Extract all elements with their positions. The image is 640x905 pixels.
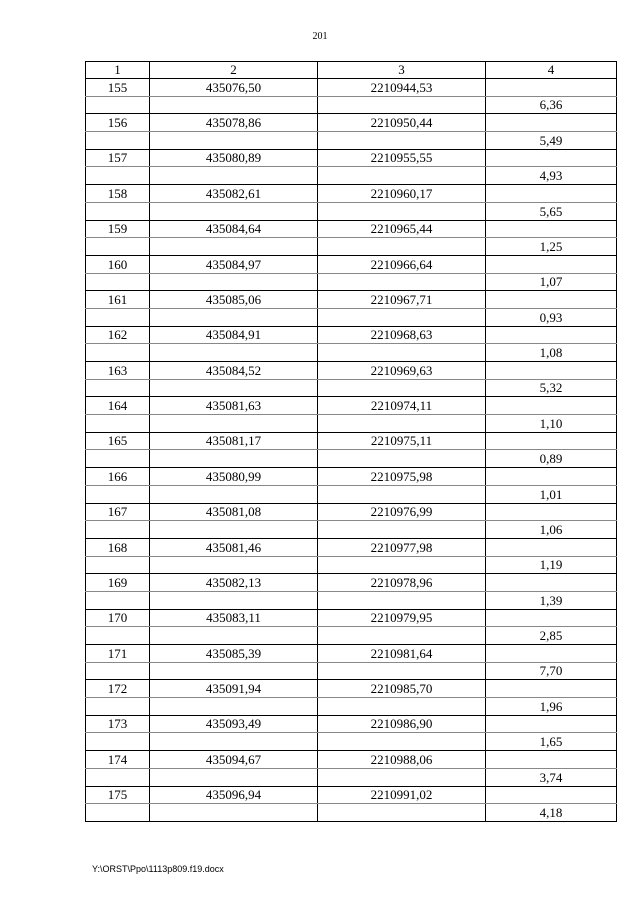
empty-cell (150, 768, 318, 786)
distance-cell: 1,01 (486, 485, 617, 503)
point-number-cell: 158 (86, 185, 150, 203)
empty-cell (86, 202, 150, 220)
empty-cell (86, 96, 150, 114)
point-number-cell: 162 (86, 326, 150, 344)
empty-cell (150, 450, 318, 468)
empty-cell (150, 521, 318, 539)
y-coordinate-cell: 2210978,96 (318, 574, 486, 592)
empty-cell (150, 238, 318, 256)
empty-cell (86, 698, 150, 716)
point-number-cell: 164 (86, 397, 150, 415)
x-coordinate-cell: 435085,39 (150, 645, 318, 663)
table-row (86, 450, 617, 468)
distance-cell: 2,85 (486, 627, 617, 645)
table-row (86, 733, 617, 751)
point-number-cell: 172 (86, 680, 150, 698)
empty-cell (150, 804, 318, 822)
table-row (86, 185, 617, 203)
x-coordinate-cell: 435093,49 (150, 715, 318, 733)
x-coordinate-cell: 435084,64 (150, 220, 318, 238)
empty-cell (150, 415, 318, 433)
empty-cell (486, 645, 617, 663)
y-coordinate-cell: 2210988,06 (318, 751, 486, 769)
table-row (86, 167, 617, 185)
x-coordinate-cell: 435082,61 (150, 185, 318, 203)
x-coordinate-cell: 435078,86 (150, 114, 318, 132)
point-number-cell: 170 (86, 609, 150, 627)
point-number-cell: 171 (86, 645, 150, 663)
point-number-cell: 163 (86, 362, 150, 380)
table-row (86, 273, 617, 291)
empty-cell (486, 751, 617, 769)
x-coordinate-cell: 435076,50 (150, 79, 318, 97)
distance-cell: 3,74 (486, 768, 617, 786)
x-coordinate-cell: 435082,13 (150, 574, 318, 592)
table-row (86, 468, 617, 486)
table-row (86, 627, 617, 645)
distance-cell: 6,36 (486, 96, 617, 114)
empty-cell (318, 521, 486, 539)
table-row (86, 662, 617, 680)
x-coordinate-cell: 435096,94 (150, 786, 318, 804)
table-row (86, 574, 617, 592)
distance-cell: 1,39 (486, 591, 617, 609)
table-row (86, 698, 617, 716)
y-coordinate-cell: 2210977,98 (318, 538, 486, 556)
y-coordinate-cell: 2210944,53 (318, 79, 486, 97)
empty-cell (318, 202, 486, 220)
distance-cell: 7,70 (486, 662, 617, 680)
empty-cell (318, 627, 486, 645)
empty-cell (486, 362, 617, 380)
empty-cell (86, 379, 150, 397)
empty-cell (86, 308, 150, 326)
y-coordinate-cell: 2210968,63 (318, 326, 486, 344)
y-coordinate-cell: 2210950,44 (318, 114, 486, 132)
x-coordinate-cell: 435080,89 (150, 149, 318, 167)
y-coordinate-cell: 2210969,63 (318, 362, 486, 380)
empty-cell (486, 574, 617, 592)
table-row (86, 362, 617, 380)
distance-cell: 1,25 (486, 238, 617, 256)
footer-file-path: Y:\ORST\Ppo\1113p809.f19.docx (92, 864, 224, 874)
empty-cell (318, 768, 486, 786)
distance-cell: 1,96 (486, 698, 617, 716)
empty-cell (86, 556, 150, 574)
y-coordinate-cell: 2210966,64 (318, 255, 486, 273)
distance-cell: 5,65 (486, 202, 617, 220)
x-coordinate-cell: 435084,91 (150, 326, 318, 344)
distance-cell: 0,89 (486, 450, 617, 468)
y-coordinate-cell: 2210991,02 (318, 786, 486, 804)
x-coordinate-cell: 435091,94 (150, 680, 318, 698)
table-row (86, 521, 617, 539)
empty-cell (318, 344, 486, 362)
empty-cell (318, 96, 486, 114)
empty-cell (318, 662, 486, 680)
y-coordinate-cell: 2210965,44 (318, 220, 486, 238)
x-coordinate-cell: 435080,99 (150, 468, 318, 486)
empty-cell (86, 733, 150, 751)
y-coordinate-cell: 2210975,11 (318, 432, 486, 450)
table-row (86, 556, 617, 574)
table-row (86, 591, 617, 609)
distance-cell: 1,08 (486, 344, 617, 362)
empty-cell (318, 167, 486, 185)
empty-cell (486, 786, 617, 804)
empty-cell (150, 167, 318, 185)
table-row (86, 132, 617, 150)
distance-cell: 0,93 (486, 308, 617, 326)
column-header-3: 3 (318, 62, 486, 79)
empty-cell (150, 627, 318, 645)
table-row (86, 680, 617, 698)
empty-cell (486, 397, 617, 415)
empty-cell (86, 415, 150, 433)
y-coordinate-cell: 2210979,95 (318, 609, 486, 627)
y-coordinate-cell: 2210981,64 (318, 645, 486, 663)
x-coordinate-cell: 435084,52 (150, 362, 318, 380)
table-body (86, 79, 617, 822)
column-header-4: 4 (486, 62, 617, 79)
table-row (86, 786, 617, 804)
empty-cell (486, 432, 617, 450)
empty-cell (86, 662, 150, 680)
empty-cell (486, 255, 617, 273)
table-row (86, 609, 617, 627)
empty-cell (86, 485, 150, 503)
empty-cell (486, 326, 617, 344)
table-row (86, 79, 617, 97)
empty-cell (318, 415, 486, 433)
empty-cell (318, 450, 486, 468)
point-number-cell: 167 (86, 503, 150, 521)
x-coordinate-cell: 435094,67 (150, 751, 318, 769)
point-number-cell: 159 (86, 220, 150, 238)
distance-cell: 5,49 (486, 132, 617, 150)
empty-cell (86, 238, 150, 256)
empty-cell (486, 468, 617, 486)
empty-cell (150, 379, 318, 397)
y-coordinate-cell: 2210986,90 (318, 715, 486, 733)
table-row (86, 326, 617, 344)
empty-cell (150, 132, 318, 150)
table-row (86, 220, 617, 238)
empty-cell (486, 503, 617, 521)
table-row (86, 238, 617, 256)
empty-cell (318, 308, 486, 326)
empty-cell (486, 149, 617, 167)
point-number-cell: 173 (86, 715, 150, 733)
table-row (86, 804, 617, 822)
point-number-cell: 166 (86, 468, 150, 486)
empty-cell (486, 114, 617, 132)
x-coordinate-cell: 435083,11 (150, 609, 318, 627)
point-number-cell: 155 (86, 79, 150, 97)
empty-cell (486, 609, 617, 627)
y-coordinate-cell: 2210967,71 (318, 291, 486, 309)
distance-cell: 4,93 (486, 167, 617, 185)
x-coordinate-cell: 435081,08 (150, 503, 318, 521)
empty-cell (150, 308, 318, 326)
empty-cell (86, 167, 150, 185)
distance-cell: 1,06 (486, 521, 617, 539)
empty-cell (318, 132, 486, 150)
point-number-cell: 157 (86, 149, 150, 167)
empty-cell (150, 485, 318, 503)
empty-cell (318, 591, 486, 609)
empty-cell (486, 185, 617, 203)
coordinates-table (85, 61, 617, 822)
y-coordinate-cell: 2210975,98 (318, 468, 486, 486)
x-coordinate-cell: 435081,17 (150, 432, 318, 450)
distance-cell: 4,18 (486, 804, 617, 822)
table-row (86, 503, 617, 521)
distance-cell: 1,65 (486, 733, 617, 751)
empty-cell (86, 521, 150, 539)
table-row (86, 432, 617, 450)
point-number-cell: 175 (86, 786, 150, 804)
point-number-cell: 156 (86, 114, 150, 132)
point-number-cell: 169 (86, 574, 150, 592)
empty-cell (86, 627, 150, 645)
page-number: 201 (312, 31, 328, 42)
empty-cell (86, 344, 150, 362)
y-coordinate-cell: 2210974,11 (318, 397, 486, 415)
distance-cell: 1,10 (486, 415, 617, 433)
table-row (86, 96, 617, 114)
x-coordinate-cell: 435084,97 (150, 255, 318, 273)
empty-cell (150, 591, 318, 609)
empty-cell (486, 79, 617, 97)
table-row (86, 344, 617, 362)
table-row (86, 415, 617, 433)
empty-cell (486, 291, 617, 309)
empty-cell (150, 273, 318, 291)
empty-cell (86, 591, 150, 609)
column-header-1: 1 (86, 62, 150, 79)
point-number-cell: 165 (86, 432, 150, 450)
table-row (86, 114, 617, 132)
table-row (86, 202, 617, 220)
y-coordinate-cell: 2210960,17 (318, 185, 486, 203)
x-coordinate-cell: 435081,46 (150, 538, 318, 556)
empty-cell (318, 556, 486, 574)
empty-cell (150, 96, 318, 114)
table-row (86, 291, 617, 309)
table-row (86, 768, 617, 786)
table-row (86, 645, 617, 663)
empty-cell (86, 273, 150, 291)
empty-cell (318, 698, 486, 716)
empty-cell (150, 662, 318, 680)
empty-cell (150, 556, 318, 574)
table-row (86, 485, 617, 503)
y-coordinate-cell: 2210985,70 (318, 680, 486, 698)
empty-cell (150, 698, 318, 716)
empty-cell (150, 733, 318, 751)
point-number-cell: 161 (86, 291, 150, 309)
empty-cell (150, 202, 318, 220)
empty-cell (486, 538, 617, 556)
empty-cell (86, 804, 150, 822)
table-row (86, 255, 617, 273)
x-coordinate-cell: 435081,63 (150, 397, 318, 415)
empty-cell (486, 680, 617, 698)
empty-cell (318, 804, 486, 822)
distance-cell: 1,19 (486, 556, 617, 574)
distance-cell: 5,32 (486, 379, 617, 397)
table-row (86, 308, 617, 326)
column-header-2: 2 (150, 62, 318, 79)
table-row (86, 538, 617, 556)
point-number-cell: 174 (86, 751, 150, 769)
table-row (86, 751, 617, 769)
empty-cell (150, 344, 318, 362)
empty-cell (318, 238, 486, 256)
empty-cell (318, 379, 486, 397)
empty-cell (318, 485, 486, 503)
table-row (86, 379, 617, 397)
empty-cell (86, 132, 150, 150)
empty-cell (318, 273, 486, 291)
table-row (86, 149, 617, 167)
empty-cell (486, 220, 617, 238)
table-row (86, 715, 617, 733)
empty-cell (86, 450, 150, 468)
x-coordinate-cell: 435085,06 (150, 291, 318, 309)
point-number-cell: 160 (86, 255, 150, 273)
empty-cell (318, 733, 486, 751)
y-coordinate-cell: 2210976,99 (318, 503, 486, 521)
empty-cell (486, 715, 617, 733)
table-header-row (86, 62, 617, 79)
empty-cell (86, 768, 150, 786)
table-row (86, 397, 617, 415)
distance-cell: 1,07 (486, 273, 617, 291)
point-number-cell: 168 (86, 538, 150, 556)
y-coordinate-cell: 2210955,55 (318, 149, 486, 167)
